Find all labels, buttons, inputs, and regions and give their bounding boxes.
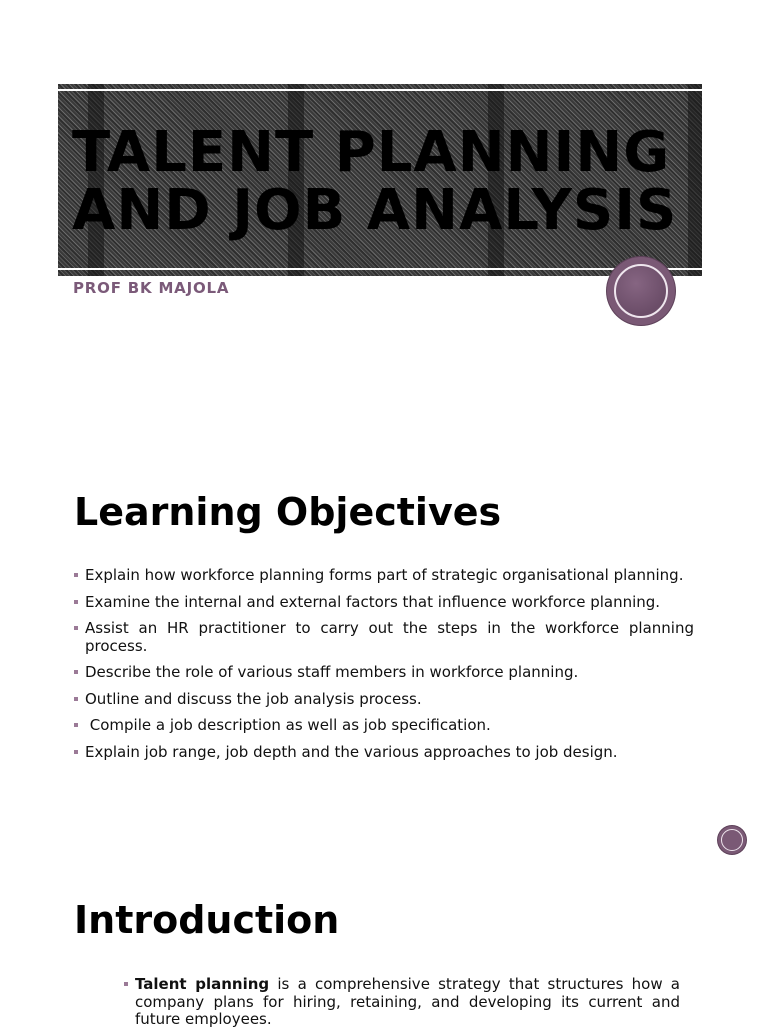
list-item: Examine the internal and external factors that influence workforce planning. <box>74 594 694 612</box>
decorative-circle-badge <box>607 257 675 325</box>
list-item: Describe the role of various staff members in workforce planning. <box>74 664 694 682</box>
slide-subtitle: PROF BK MAJOLA <box>73 279 230 297</box>
bullet-term: Talent planning <box>135 975 270 993</box>
objectives-heading: Learning Objectives <box>74 490 502 534</box>
list-item: Outline and discuss the job analysis process. <box>74 691 694 709</box>
list-item: Assist an HR practitioner to carry out the steps in the workforce planning process. <box>74 620 694 655</box>
list-item: Explain job range, job depth and the various approaches to job design. <box>74 744 694 762</box>
introduction-list <box>124 976 680 1029</box>
list-item: Compile a job description as well as job specification. <box>74 717 694 735</box>
list-item: Explain how workforce planning forms part of strategic organisational planning. <box>74 567 694 585</box>
banner-top-line <box>58 89 702 91</box>
slide-title: TALENT PLANNING AND JOB ANALYSIS <box>72 120 678 243</box>
introduction-heading: Introduction <box>74 898 340 942</box>
decorative-circle-badge-small <box>718 826 746 854</box>
banner-bottom-line <box>58 268 702 270</box>
list-item <box>124 976 680 1029</box>
bullet-text: is a comprehensive strategy that structures how a company plans for hiring, retaining, and developing its current and future employees. <box>135 975 680 1028</box>
objectives-list <box>74 567 694 770</box>
